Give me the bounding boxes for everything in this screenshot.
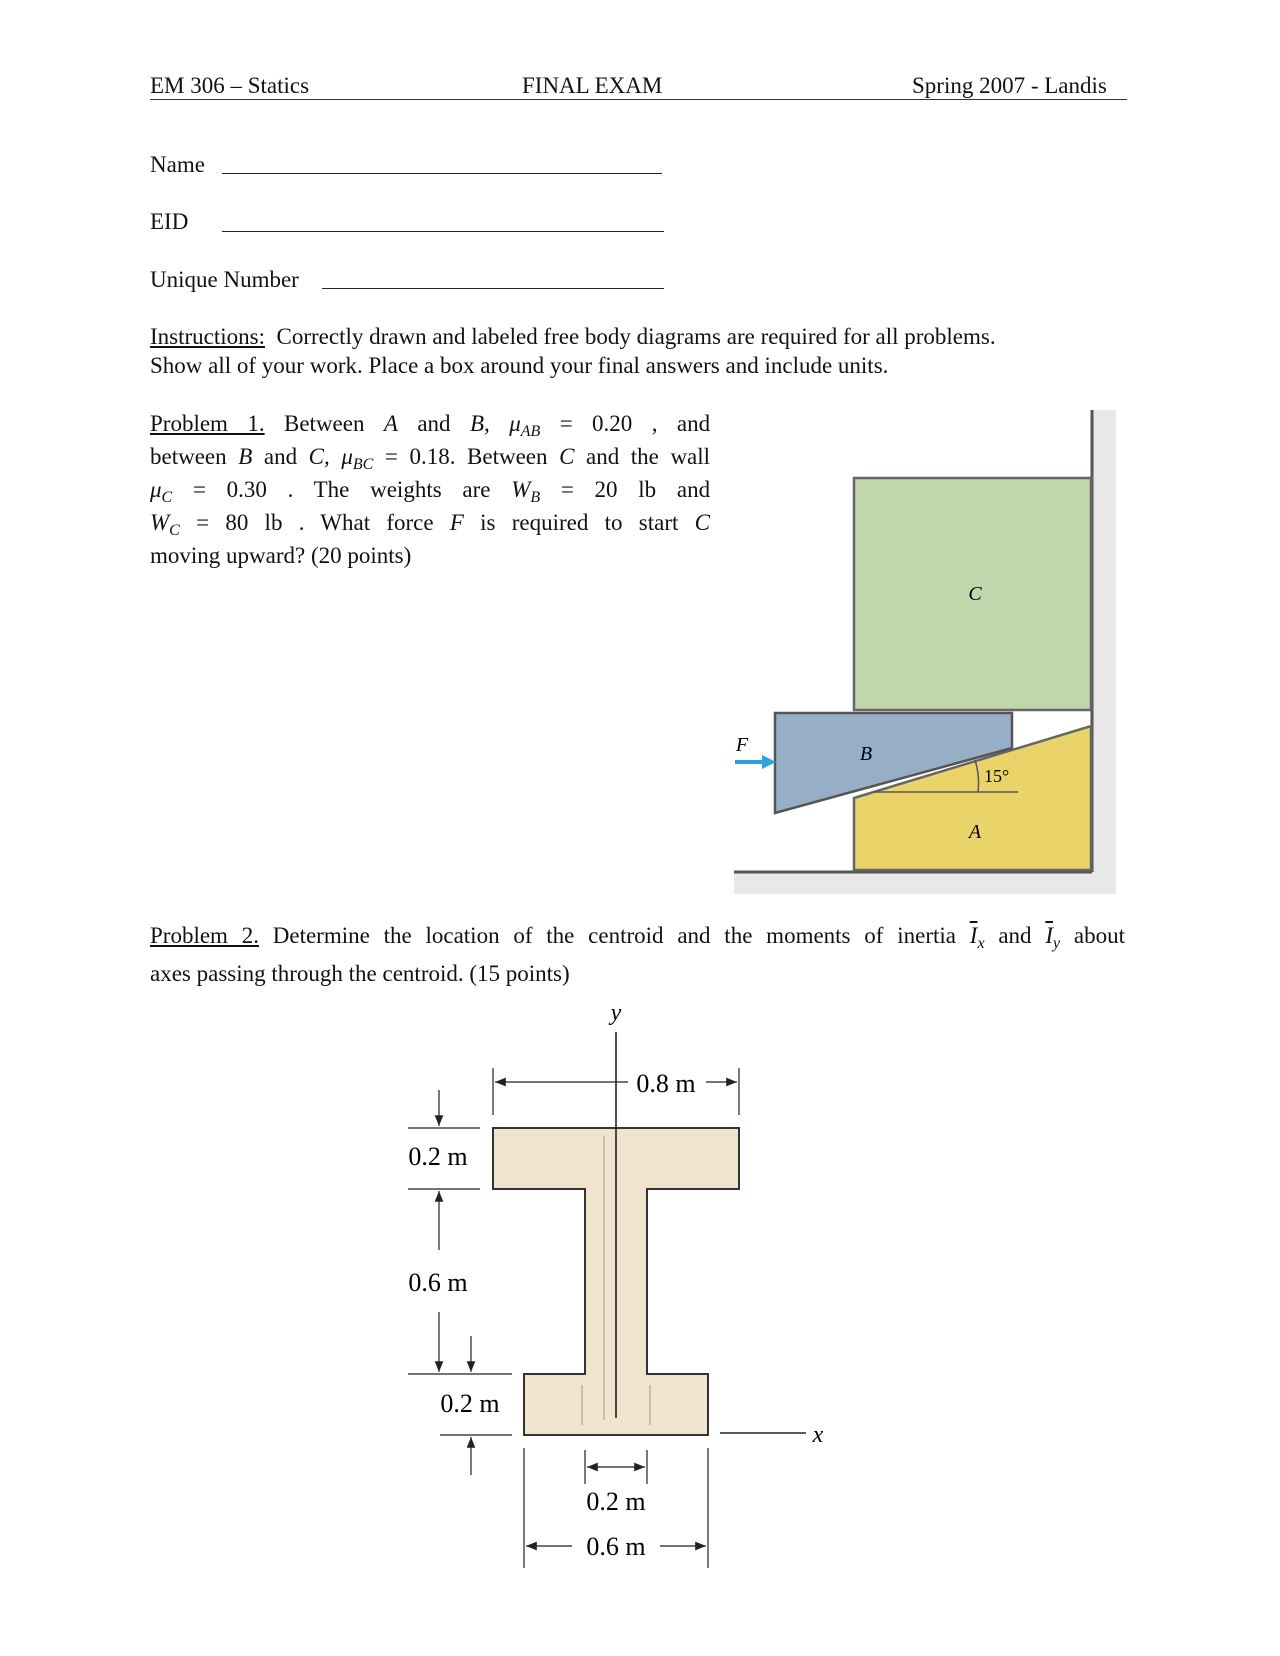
dim-bottom-width: 0.6 m [586,1532,646,1561]
word: What [320,510,371,535]
dim-web-width: 0.2 m [586,1487,646,1516]
word: are [462,477,491,502]
var-c: C [559,444,575,469]
problem2-text: Determine the location of the centroid and the moments of inertia [272,923,956,948]
word: and [417,411,451,436]
word: start [638,510,679,535]
label-c: C [968,583,982,605]
word: The [313,477,350,502]
word: is [480,510,496,535]
word: between [150,444,227,469]
ix-sub: x [977,935,985,952]
exam-term: Spring 2007 - Landis [912,73,1107,98]
name-label: Name [150,152,205,177]
word: required [511,510,589,535]
mu-bc-sub: BC [352,456,374,473]
word: and [676,411,711,436]
angle-label: 15° [984,766,1010,786]
word: Between [284,411,365,436]
w-symbol: W [150,510,170,535]
mu-c-sub: C [161,489,173,506]
instructions-text-1: Correctly drawn and labeled free body diagrams are required for all problems. [276,324,996,349]
label-b: B [859,743,873,765]
word: and [676,477,711,502]
var-b: B [238,444,253,469]
dim-top-flange: 0.2 m [408,1142,468,1171]
var-b: B, [469,411,490,436]
problem1-line-5: moving upward? (20 points) [150,543,412,568]
word: to [604,510,623,535]
label-f: F [735,734,749,756]
y-axis-label: y [610,1000,622,1026]
eid-label: EID [150,209,189,234]
iy-sub: y [1053,935,1061,952]
i-symbol: $\overline{I}$ [1045,923,1053,948]
mu-symbol: μ [150,477,162,502]
word: and [998,923,1032,948]
problem2-label: Problem 2. [150,923,259,948]
w-symbol: W [511,477,531,502]
label-a: A [968,821,982,843]
x-axis-label: x [812,1422,824,1448]
mu-ab-value: = 0.20 , [559,411,658,436]
mu-symbol: μ [509,411,521,436]
instructions-label: Instructions: [150,324,265,349]
unique-number-label: Unique Number [150,267,299,292]
mu-symbol: μ [341,444,353,469]
dim-bottom-flange: 0.2 m [440,1389,500,1418]
exam-title: FINAL EXAM [522,73,663,98]
word: weights [370,477,442,502]
var-c: C [694,510,710,535]
mu-bc-value: = 0.18. [384,444,456,469]
instructions-line-2: Show all of your work. Place a box around your final answers and include units. [150,353,889,378]
mu-ab-sub: AB [520,423,541,440]
problem1-label: Problem 1. [150,411,265,436]
wc-sub: C [169,522,180,539]
i-symbol: $\overline{I}$ [969,923,978,948]
var-a: A [383,411,398,436]
word: and the wall [586,444,711,469]
wb-value: = 20 lb [560,477,657,502]
word: Between [467,444,548,469]
problem2-line-2: axes passing through the centroid. (15 points) [150,961,570,986]
word: and [263,444,298,469]
word: about [1073,923,1125,948]
dim-web-height: 0.6 m [408,1268,468,1297]
word: force [386,510,434,535]
dim-top-width: 0.8 m [636,1069,696,1098]
var-f: F [449,510,464,535]
course-title: EM 306 – Statics [150,73,310,98]
wc-value: = 80 lb . [196,510,305,535]
wb-sub: B [530,489,541,506]
mu-c-value: = 0.30 . [192,477,294,502]
var-c: C, [308,444,330,469]
